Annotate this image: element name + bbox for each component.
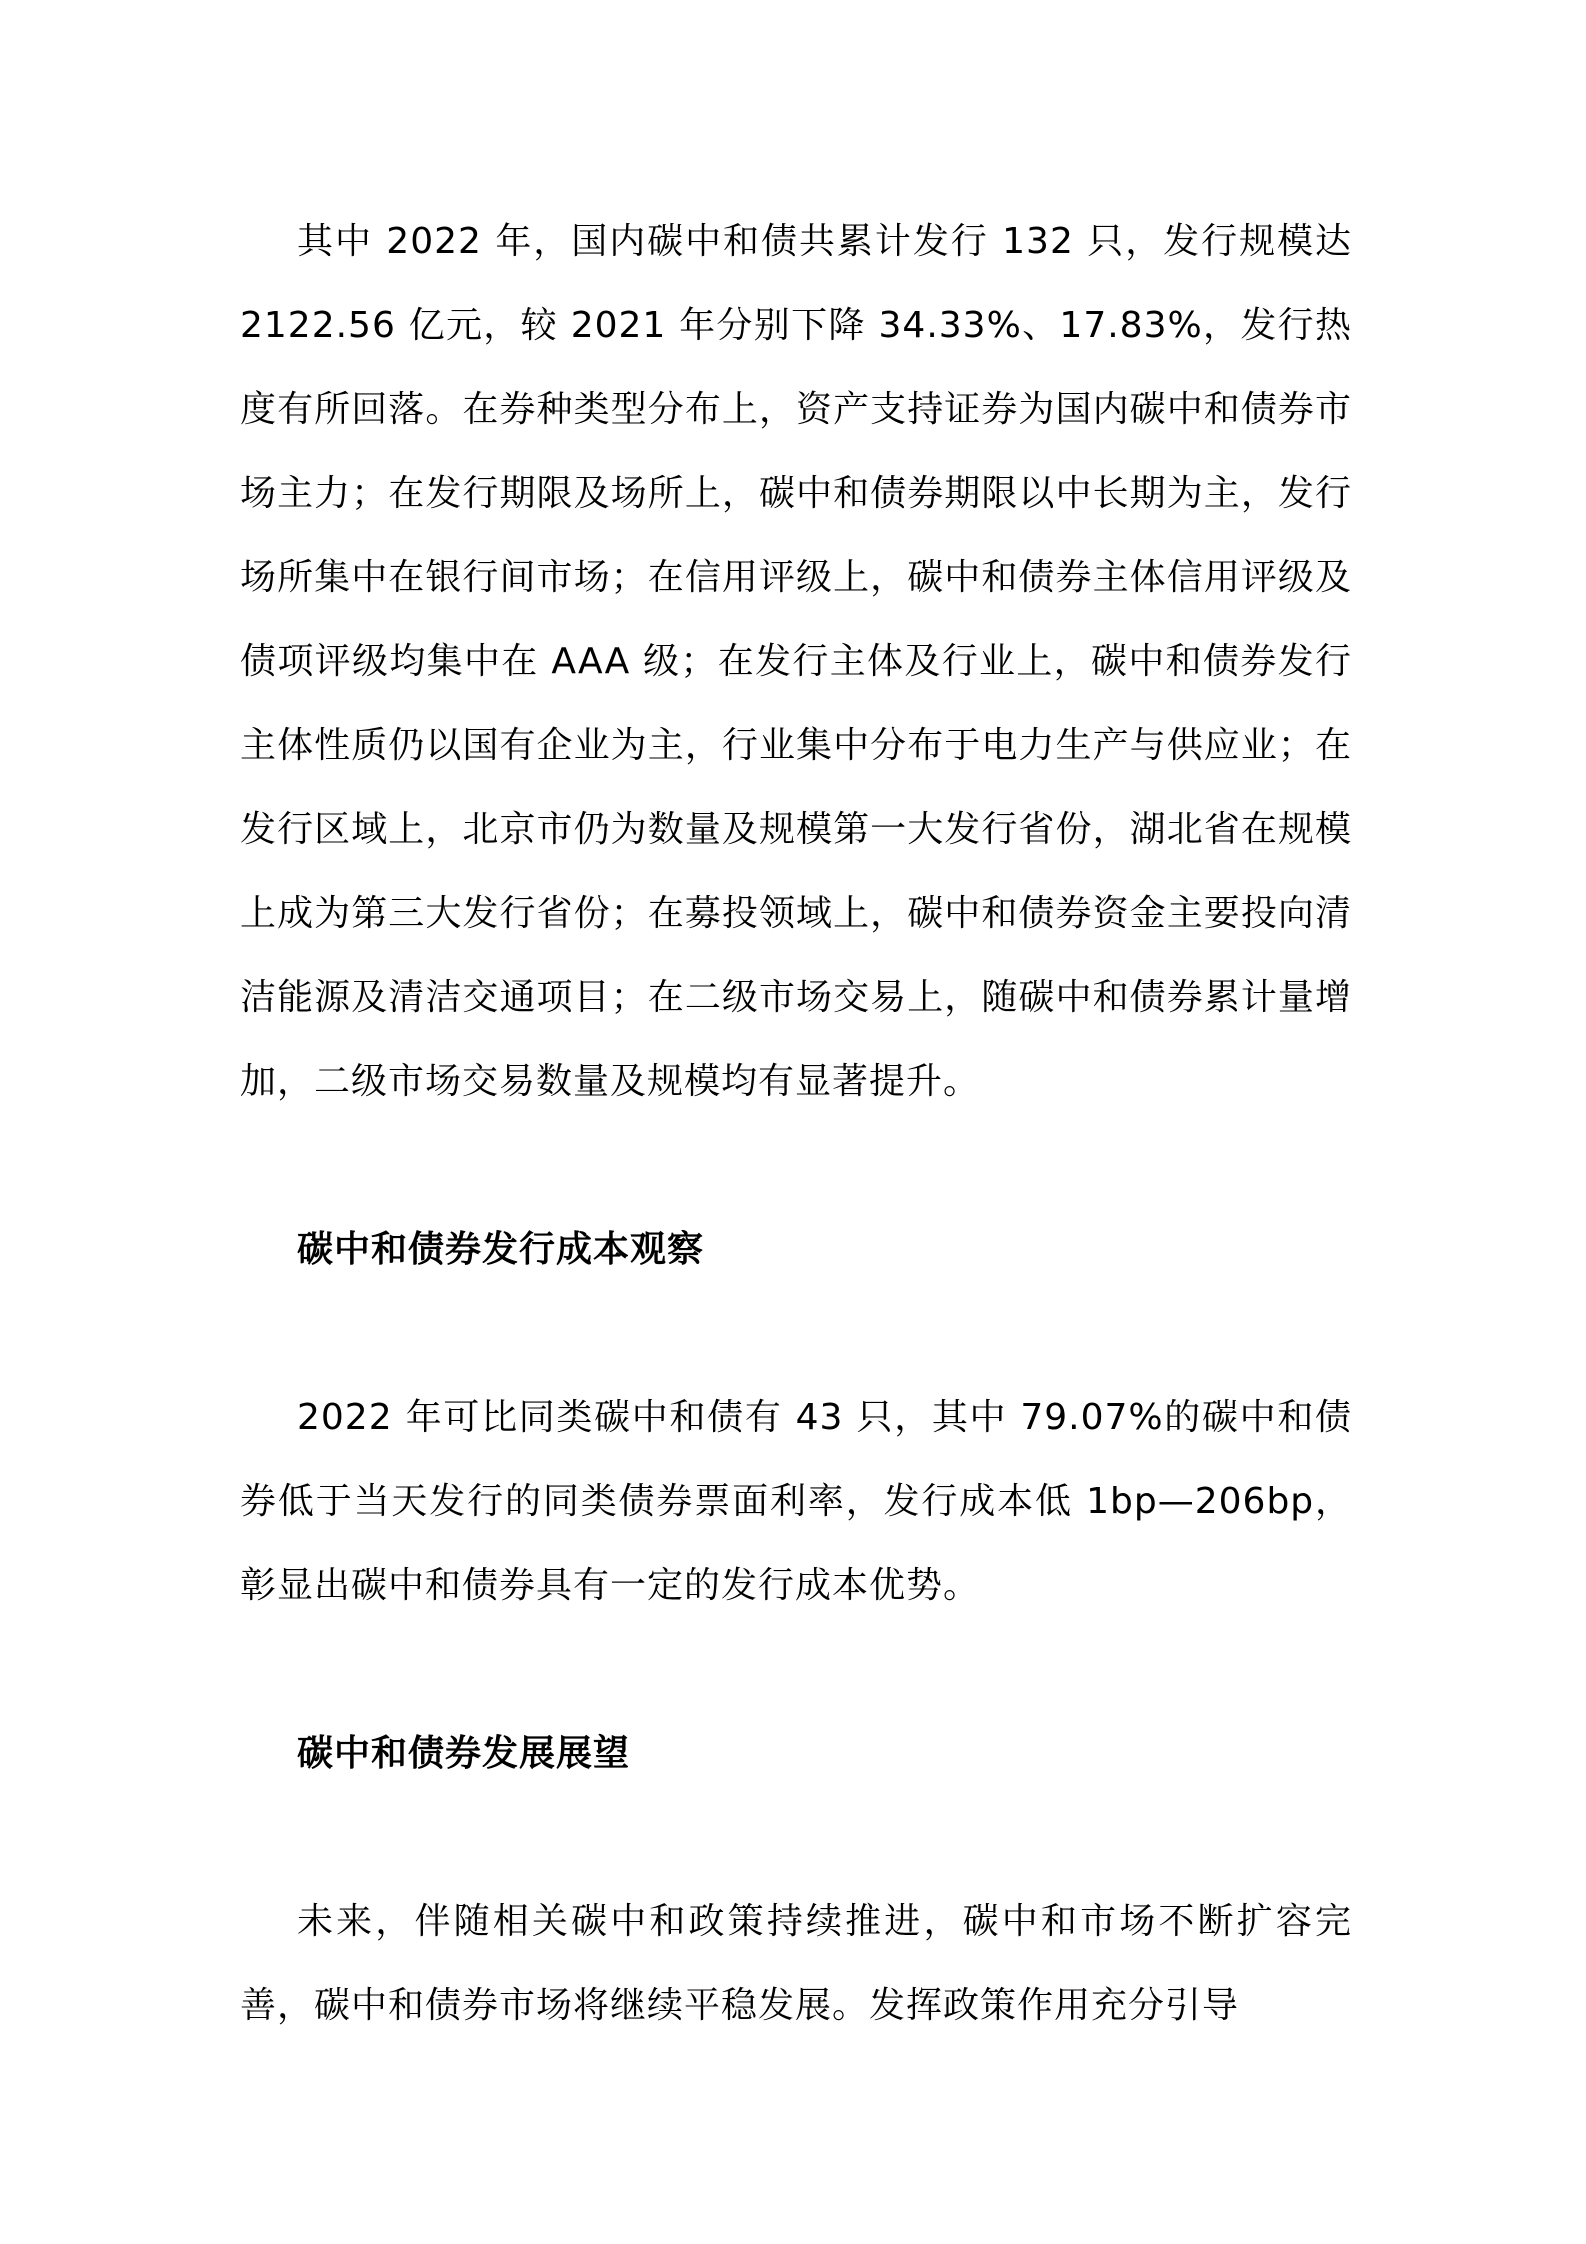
document-page	[240, 200, 1352, 2048]
section-heading-issuance-cost: 碳中和债券发行成本观察	[297, 1229, 705, 1270]
paragraph-issuance-cost: 2022 年可比同类碳中和债有 43 只，其中 79.07%的碳中和债券低于当天发行的同类债券票面利率，发行成本低 1bp—206bp，彰显出碳中和债券具有一定的发行成本优势。	[240, 1397, 1352, 1606]
paragraph-outlook: 未来，伴随相关碳中和政策持续推进，碳中和市场不断扩容完善，碳中和债券市场将继续平稳发展。发挥政策作用充分引导	[240, 1901, 1352, 2026]
paragraph-issuance-summary: 其中 2022 年，国内碳中和债共累计发行 132 只，发行规模达 2122.56 亿元，较 2021 年分别下降 34.33%、17.83%，发行热度有所回落。在券种类型分布上，资产支持证券为国内碳中和债券市场主力；在发行期限及场所上，碳中和债券期限以中长期为主，发行场所集中在银行间市场；在信用评级上，碳中和债券主体信用评级及债项评级均集中在 AAA 级；在发行主体及行业上，碳中和债券发行主体性质仍以国有企业为主，行业集中分布于电力生产与供应业；在发行区域上，北京市仍为数量及规模第一大发行省份，湖北省在规模上成为第三大发行省份；在募投领域上，碳中和债券资金主要投向清洁能源及清洁交通项目；在二级市场交易上，随碳中和债券累计量增加，二级市场交易数量及规模均有显著提升。	[240, 221, 1352, 1102]
section-heading-outlook: 碳中和债券发展展望	[297, 1733, 631, 1774]
